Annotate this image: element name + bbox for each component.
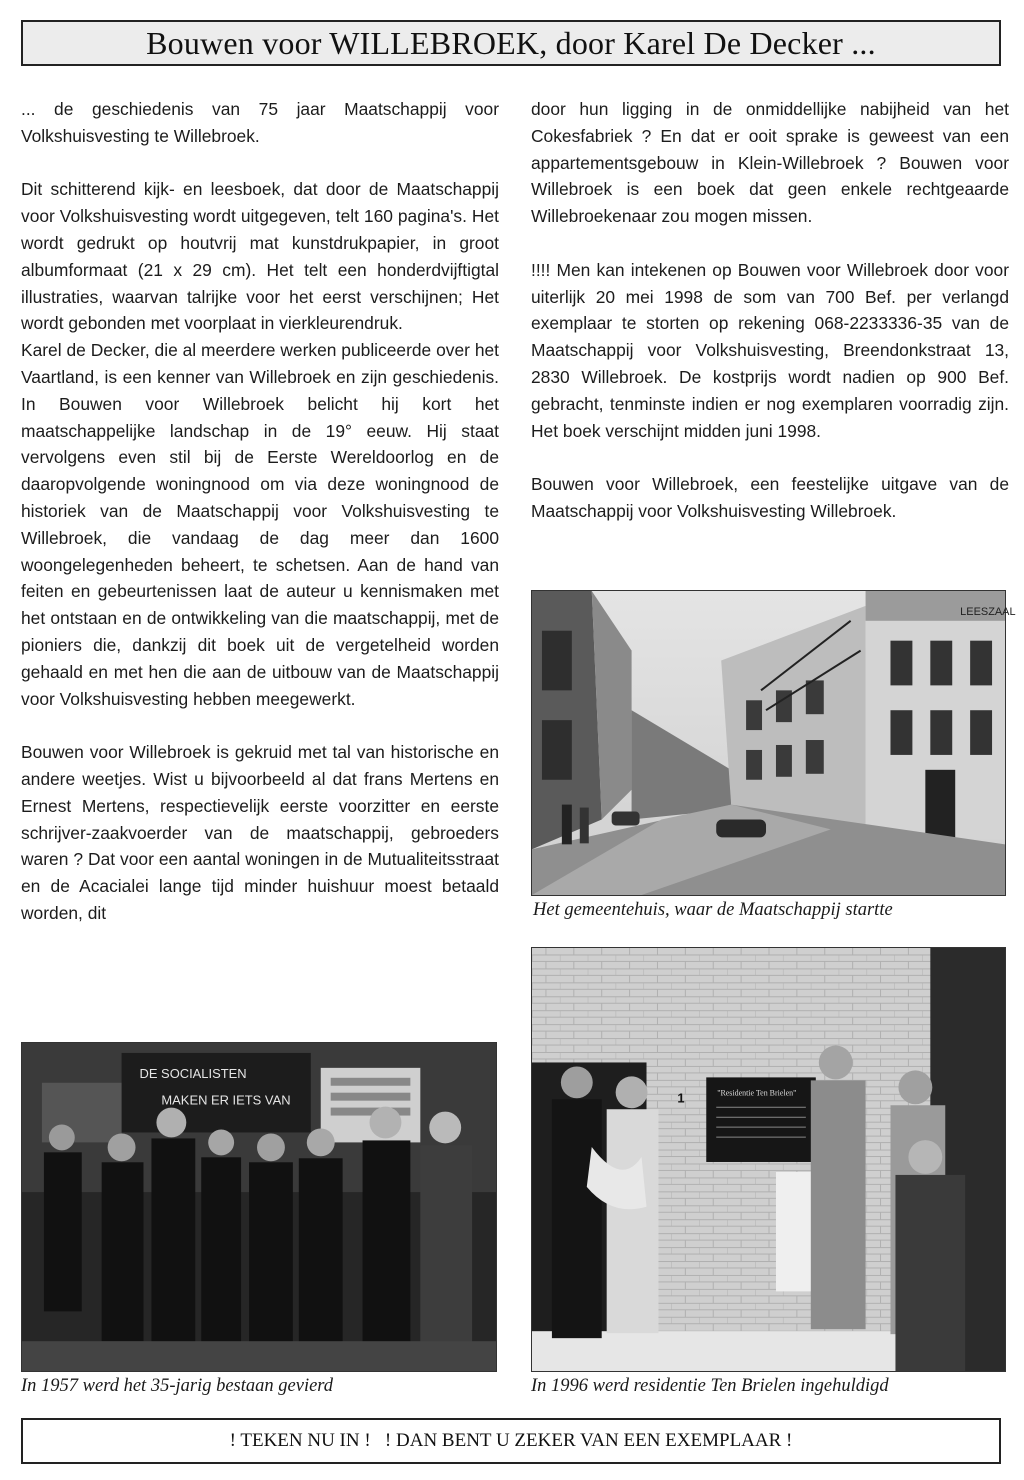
subscription-paragraph: !!!! Men kan intekenen op Bouwen voor Willebroek door voor uiterlijk 20 mei 1998 de som van 700 Bef. per verlangd exemplaar te storten op rekening 068-2233336-35 van de Maatschappij voor Volkshuisvesting, Breendonkstraat 13, 2830 Willebroek. De kostprijs wordt nadien op 900 Bef. gebracht, tenminste indien er nog exemplaren voorradig zijn. Het boek verschijnt midden juni 1998. (531, 259, 1009, 441)
page-title: Bouwen voor WILLEBROEK, door Karel De Decker ... (21, 20, 1001, 66)
leeszaal-sign: LEESZAAL (960, 605, 1016, 618)
anecdotes-paragraph: Bouwen voor Willebroek is gekruid met tal van historische en andere weetjes. Wist u bijvoorbeeld al dat frans Mertens en Ernest Mertens, respectievelijk eerste voorzitter en eerste schrijver-zaakvoerder van de maatschappij, gebroeders waren ? Dat voor een aantal woningen in de Mutualiteitsstraat en de Acacialei lange tijd minder huishuur moest betaald worden, dit (21, 742, 499, 923)
closing-paragraph: Bouwen voor Willebroek, een feestelijke uitgave van de Maatschappij voor Volkshuisvesting Willebroek. (531, 474, 1009, 521)
residence-photo-caption: In 1996 werd residentie Ten Brielen ingehuldigd (531, 1376, 889, 1396)
continuation-paragraph: door hun ligging in de onmiddellijke nabijheid van het Cokesfabriek ? En dat er ooit sprake is geweest van een appartementsgebouw in Klein-Willebroek ? Bouwen voor Willebroek is een boek dat geen enkele rechtgeaarde Willebroekenaar zou mogen missen. (531, 99, 1009, 227)
footer-call-to-action (21, 1418, 1001, 1464)
plaque-title: "Residentie Ten Brielen" (717, 1088, 797, 1098)
banner-line-2: MAKEN ER IETS VAN (161, 1092, 291, 1108)
intro-paragraph: ... de geschiedenis van 75 jaar Maatschappij voor Volkshuisvesting te Willebroek. (21, 99, 499, 146)
anniversary-photo-caption: In 1957 werd het 35-jarig bestaan gevierd (21, 1376, 334, 1396)
residence-photo (531, 947, 1006, 1372)
footer-text: ! TEKEN NU IN ! ! DAN BENT U ZEKER VAN EEN EXEMPLAAR ! (229, 1430, 793, 1451)
author-paragraph: Karel de Decker, die al meerdere werken publiceerde over het Vaartland, is een kenner van Willebroek en zijn geschiedenis. In Bouwen voor Willebroek belicht hij kort het maatschappelijke landschap in de 19° eeuw. Hij staat vervolgens even stil bij de Eerste Wereldoorlog en de daaropvolgende woningnood om via deze woningnood de historiek van de Maatschappij voor Volkshuisvesting te Willebroek, die vandaag de dag meer dan 1600 woongelegenheden beheert, te schetsen. Aan de hand van feiten en gebeurtenissen laat de auteur u kennismaken met het ontstaan en de ontwikkeling van die maatschappij, met de pioniers die, dankzij dit boek uit de vergetelheid worden gehaald en met hen die aan de uitbouw van de Maatschappij voor Volkshuisvesting hebben meegewerkt. (21, 340, 499, 709)
left-column (21, 96, 499, 927)
door-number: 1 (677, 1090, 685, 1106)
book-description-paragraph: Dit schitterend kijk- en leesboek, dat door de Maatschappij voor Volkshuisvesting wordt uitgegeven, telt 160 pagina's. Het wordt gedrukt op houtvrij mat kunstdrukpapier, in groot albumformaat (21 x 29 cm). Het telt een honderdvijftigtal illustraties, waarvan talrijke voor het eerst verschijnen; Het wordt gebonden met voorplaat in vierkleurendruk. (21, 179, 499, 334)
anniversary-photo (21, 1042, 497, 1372)
right-column (531, 96, 1009, 525)
street-photo-caption: Het gemeentehuis, waar de Maatschappij startte (533, 900, 893, 920)
street-photo (531, 590, 1016, 896)
banner-line-1: DE SOCIALISTEN (139, 1065, 247, 1081)
